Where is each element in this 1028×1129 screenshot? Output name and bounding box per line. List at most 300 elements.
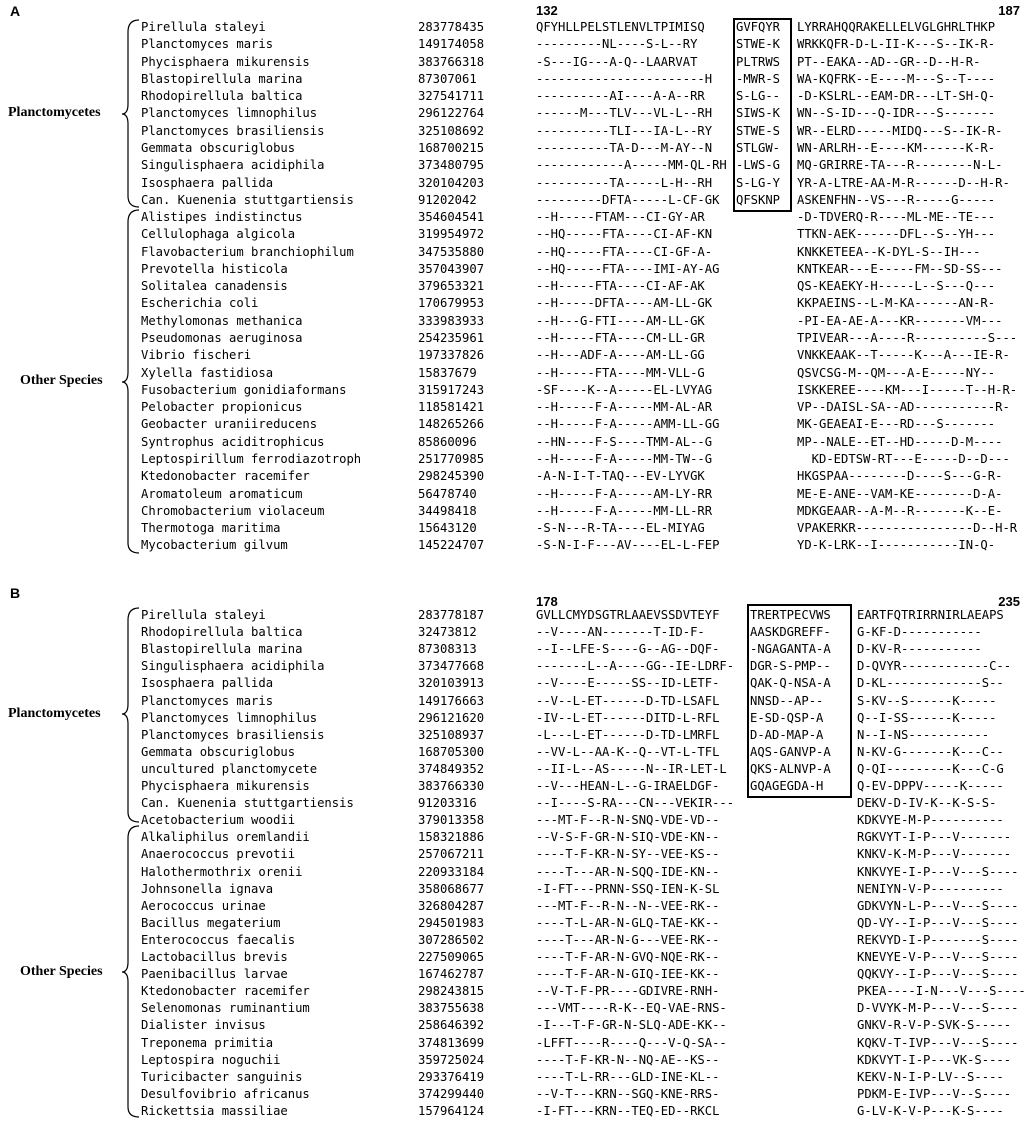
sequence-left: -SF----K--A-----EL-LVYAG [536,382,713,397]
start-position: 132 [536,3,558,18]
gi-number: 91203316 [418,796,477,811]
sequence-right: QSVCSG-M--QM---A-E-----NY-- [797,365,996,380]
sequence-right: G-KF-D----------- [857,625,982,640]
alignment-row [0,762,1028,779]
alignment-row [0,348,1028,365]
gi-number: 383755638 [418,1001,485,1016]
sequence-right: KNKV-K-M-P---V------- [857,847,1012,862]
sequence-left: ------M---TLV---VL-L--RH [536,106,713,121]
sequence-left: ----------TA-D---M-AY--N [536,140,713,155]
species-name: Ktedonobacter racemifer [141,984,310,999]
sequence-right: WRKKQFR-D-L-II-K---S--IK-R- [797,37,996,52]
sequence-right: KEKV-N-I-P-LV--S---- [857,1069,1004,1084]
species-name: Alkaliphilus oremlandii [141,830,310,845]
sequence-left: --V----E-----SS--ID-LETF- [536,676,720,691]
sequence-right: PT--EAKA--AD--GR--D--H-R- [797,54,981,69]
sequence-right: -D-TDVERQ-R----ML-ME--TE--- [797,210,996,225]
sequence-right: N--I-NS----------- [857,727,990,742]
sequence-right: REKVYD-I-P-------S---- [857,932,1019,947]
species-name: Aerococcus urinae [141,898,266,913]
sequence-right: VPAKERKR----------------D--H-R [797,521,1018,536]
alignment-row [0,521,1028,538]
gi-number: 320103913 [418,676,485,691]
alignment-row [0,1070,1028,1087]
sequence-left: -A-N-I-T-TAQ---EV-LYVGK [536,469,705,484]
gi-number: 168700215 [418,140,485,155]
alignment-row [0,72,1028,89]
alignment-row [0,227,1028,244]
sequence-left: ----------TA-----L-H--RH [536,175,713,190]
gi-number: 158321886 [418,830,485,845]
sequence-left: --V-T---KRN--SGQ-KNE-RRS- [536,1086,720,1101]
gi-number: 257067211 [418,847,485,862]
sequence-right: G-LV-K-V-P---K-S---- [857,1103,1004,1118]
sequence-left: ---------NL----S-L--RY [536,37,698,52]
sequence-right: S-KV--S------K----- [857,693,997,708]
sequence-right: RGKVYT-I-P---V------- [857,830,1012,845]
species-name: Alistipes indistinctus [141,210,303,225]
alignment-row [0,279,1028,296]
gi-number: 320104203 [418,175,485,190]
gi-number: 379653321 [418,279,485,294]
sequence-boxed: STWE-S [736,123,781,138]
species-name: Cellulophaga algicola [141,227,296,242]
sequence-left: --HN----F-S----TMM-AL--G [536,434,713,449]
sequence-right: KNTKEAR---E-----FM--SD-SS--- [797,261,1003,276]
alignment-row [0,452,1028,469]
gi-number: 358068677 [418,881,485,896]
alignment-row [0,659,1028,676]
sequence-left: -------L--A----GG--IE-LDRF- [536,659,735,674]
alignment-row [0,504,1028,521]
alignment-row [0,882,1028,899]
sequence-right: GDKVYN-L-P---V---S---- [857,898,1019,913]
alignment-row [0,435,1028,452]
alignment-row [0,642,1028,659]
species-name: Ktedonobacter racemifer [141,469,310,484]
species-name: Leptospirillum ferrodiazotroph [141,452,362,466]
sequence-right: NENIYN-V-P---------- [857,881,1004,896]
sequence-right: TPIVEAR---A----R----------S--- [797,331,1018,346]
alignment-row [0,916,1028,933]
sequence-left: -S-N-I-F---AV----EL-L-FEP [536,538,720,553]
gi-number: 148265266 [418,417,485,432]
gi-number: 32473812 [418,625,477,640]
sequence-boxed: STLGW- [736,140,781,155]
alignment-row [0,745,1028,762]
sequence-right: PKEA----I-N---V---S---- [857,984,1026,999]
sequence-left: --H-----FTA----CI-AF-AK [536,279,705,294]
sequence-boxed: GVFQYR [736,20,781,34]
alignment-row [0,331,1028,348]
sequence-boxed: D-AD-MAP-A [750,727,824,742]
sequence-right: ME-E-ANE--VAM-KE--------D-A- [797,486,1003,501]
sequence-boxed: AQS-GANVP-A [750,744,831,759]
sequence-right: YD-K-LRK--I-----------IN-Q- [797,538,996,553]
gi-number: 373477668 [418,659,485,674]
species-name: Turicibacter sanguinis [141,1069,303,1084]
species-name: Halothermothrix orenii [141,864,303,879]
group-label-planctomycetes: Planctomycetes [8,105,101,120]
species-name: Xylella fastidiosa [141,365,274,380]
sequence-boxed: -MWR-S [736,71,781,86]
sequence-left: --H-----F-A-----MM-LL-RR [536,503,713,518]
gi-number: 251770985 [418,452,485,466]
gi-number: 227509065 [418,950,485,964]
sequence-right: KNKKETEEA--K-DYL-S--IH--- [797,244,981,259]
sequence-left: --H-----FTA----CM-LL-GR [536,331,705,346]
sequence-left: --H-----FTAM---CI-GY-AR [536,210,705,225]
alignment-row [0,847,1028,864]
sequence-right: MK-GEAEAI-E---RD---S------- [797,417,996,432]
sequence-right: WA-KQFRK--E----M---S--T---- [797,71,996,86]
sequence-left: --VV-L--AA-K--Q--VT-L-TFL [536,744,720,759]
alignment-row [0,210,1028,227]
species-name: Planctomyces maris [141,37,274,52]
sequence-left: ----T-F-AR-N-GVQ-NQE-RK-- [536,950,720,964]
gi-number: 170679953 [418,296,485,311]
gi-number: 298243815 [418,984,485,999]
sequence-left: --H-----DFTA----AM-LL-GK [536,296,713,311]
sequence-right: D-QVYR------------C-- [857,659,1012,674]
gi-number: 307286502 [418,932,485,947]
species-name: Phycisphaera mikurensis [141,54,310,69]
species-name: Lactobacillus brevis [141,950,288,964]
sequence-boxed: E-SD-QSP-A [750,710,824,725]
gi-number: 254235961 [418,331,485,346]
sequence-boxed: S-LG-Y [736,175,781,190]
species-name: Flavobacterium branchiophilum [141,244,354,259]
sequence-boxed: SIWS-K [736,106,781,121]
species-name: Johnsonella ignava [141,881,274,896]
alignment-row [0,608,1028,625]
alignment-row [0,193,1028,210]
species-name: Bacillus megaterium [141,915,281,930]
gi-number: 333983933 [418,313,485,328]
alignment-row [0,1104,1028,1121]
sequence-right: -D-KSLRL--EAM-DR---LT-SH-Q- [797,89,996,104]
gi-number: 34498418 [418,503,477,518]
panel-label: B [10,585,21,601]
gi-number: 145224707 [418,538,485,553]
sequence-left: --V--L-ET------D-TD-LSAFL [536,693,720,708]
sequence-left: ---MT-F--R-N-SNQ-VDE-VD-- [536,813,720,828]
sequence-boxed: -NGAGANTA-A [750,642,831,657]
species-name: Dialister invisus [141,1018,266,1033]
gi-number: 15643120 [418,521,477,536]
species-name: Planctomyces limnophilus [141,710,318,725]
sequence-boxed: QAK-Q-NSA-A [750,676,831,691]
species-name: Enterococcus faecalis [141,932,296,947]
sequence-left: ----------TLI---IA-L--RY [536,123,713,138]
gi-number: 347535880 [418,244,485,259]
sequence-left: -S-N---R-TA----EL-MIYAG [536,521,705,536]
species-name: Rhodopirellula baltica [141,625,303,640]
alignment-row [0,487,1028,504]
sequence-right: D-KL-------------S-- [857,676,1004,691]
sequence-left: ----T-F-KR-N--NQ-AE--KS-- [536,1052,720,1067]
sequence-boxed: -LWS-G [736,158,781,173]
gi-number: 298245390 [418,469,485,484]
alignment-row [0,89,1028,106]
gi-number: 87308313 [418,642,477,657]
sequence-left: ---VMT----R-K--EQ-VAE-RNS- [536,1001,727,1016]
alignment-row [0,245,1028,262]
gi-number: 167462787 [418,967,485,982]
alignment-row [0,1053,1028,1070]
alignment-row [0,865,1028,882]
sequence-left: --V-T-F-PR----GDIVRE-RNH- [536,984,720,999]
sequence-boxed: S-LG-- [736,89,781,104]
alignment-row [0,1001,1028,1018]
gi-number: 296122764 [418,106,485,121]
gi-number: 15837679 [418,365,477,380]
sequence-right: KDKVYE-M-P---------- [857,813,1004,828]
species-name: Aromatoleum aromaticum [141,486,303,501]
alignment-row [0,779,1028,796]
alignment-row [0,176,1028,193]
sequence-left: --H---ADF-A----AM-LL-GG [536,348,705,363]
sequence-boxed: NNSD--AP-- [750,693,824,708]
sequence-boxed: QKS-ALNVP-A [750,761,831,776]
sequence-left: GVLLCMYDSGTRLAAEVSSDVTEYF [536,608,720,622]
species-name: Can. Kuenenia stuttgartiensis [141,796,354,811]
start-position: 178 [536,594,558,609]
sequence-right: LYRRAHQQRAKELLELVGLGHRLTHKP [797,20,996,34]
species-name: Blastopirellula marina [141,642,303,657]
species-name: Syntrophus aciditrophicus [141,434,325,449]
species-name: Gemmata obscuriglobus [141,140,296,155]
alignment-row [0,400,1028,417]
sequence-left: -I---T-F-GR-N-SLQ-ADE-KK-- [536,1018,727,1033]
gi-number: 85860096 [418,434,477,449]
gi-number: 149176663 [418,693,485,708]
sequence-left: --H-----FTA----MM-VLL-G [536,365,705,380]
sequence-right: DEKV-D-IV-K--K-S-S- [857,796,997,811]
gi-number: 294501983 [418,915,485,930]
sequence-right: KQKV-T-IVP---V---S---- [857,1035,1019,1050]
alignment-row [0,262,1028,279]
alignment-row [0,830,1028,847]
alignment-row [0,625,1028,642]
sequence-right: QD-VY--I-P---V---S---- [857,915,1019,930]
alignment-row [0,469,1028,486]
panel-label: A [10,3,21,19]
sequence-left: ----T-L-RR---GLD-INE-KL-- [536,1069,720,1084]
alignment-row [0,967,1028,984]
sequence-right: PDKM-E-IVP---V--S---- [857,1086,1012,1101]
species-name: Isosphaera pallida [141,676,274,691]
sequence-right: YR-A-LTRE-AA-M-R------D--H-R- [797,175,1010,190]
sequence-left: --HQ-----FTA----CI-AF-KN [536,227,713,242]
alignment-row [0,933,1028,950]
species-name: Anaerococcus prevotii [141,847,296,862]
sequence-right: Q-EV-DPPV-----K----- [857,779,1004,793]
species-name: Geobacter uraniireducens [141,417,318,432]
panel-b [0,582,1028,1129]
species-name: Pirellula staleyi [141,608,266,622]
sequence-boxed: PLTRWS [736,54,781,69]
alignment-row [0,899,1028,916]
sequence-left: QFYHLLPELSTLENVLTPIMISQ [536,20,705,34]
sequence-left: -I-FT---KRN--TEQ-ED--RKCL [536,1103,720,1118]
gi-number: 357043907 [418,261,485,276]
sequence-right: TTKN-AEK------DFL--S--YH--- [797,227,996,242]
alignment-row [0,314,1028,331]
sequence-boxed: GQAGEGDA-H [750,779,824,793]
sequence-right: Q--I-SS------K----- [857,710,997,725]
group-label-other-species: Other Species [20,373,103,388]
sequence-right: ISKKEREE----KM---I-----T--H-R- [797,382,1018,397]
sequence-boxed: TRERTPECVWS [750,608,831,622]
sequence-left: --I----S-RA---CN---VEKIR--- [536,796,735,811]
alignment-row [0,538,1028,555]
species-name: Isosphaera pallida [141,175,274,190]
alignment-row [0,20,1028,37]
gi-number: 91202042 [418,192,477,207]
species-name: Escherichia coli [141,296,259,311]
species-name: Thermotoga maritima [141,521,281,536]
sequence-left: --H---G-FTI----AM-LL-GK [536,313,705,328]
alignment-row [0,711,1028,728]
sequence-right: QQKVY--I-P---V---S---- [857,967,1019,982]
sequence-right: HKGSPAA--------D----S---G-R- [797,469,1003,484]
sequence-left: -IV--L-ET------DITD-L-RFL [536,710,720,725]
species-name: Prevotella histicola [141,261,288,276]
alignment-row [0,158,1028,175]
gi-number: 383766330 [418,779,485,793]
sequence-right: VP--DAISL-SA--AD-----------R- [797,400,1010,415]
sequence-left: ------------A-----MM-QL-RH [536,158,727,173]
alignment-row [0,1087,1028,1104]
gi-number: 359725024 [418,1052,485,1067]
sequence-left: ----T---AR-N-SQQ-IDE-KN-- [536,864,720,879]
sequence-right: MDKGEAAR--A-M--R-------K--E- [797,503,1003,518]
sequence-left: --H-----F-A-----MM-AL-AR [536,400,713,415]
sequence-left: --II-L--AS-----N--IR-LET-L [536,761,727,776]
species-name: Planctomyces brasiliensis [141,123,325,138]
sequence-right: VNKKEAAK--T-----K---A---IE-R- [797,348,1010,363]
sequence-left: ----------AI----A-A--RR [536,89,705,104]
species-name: Rhodopirellula baltica [141,89,303,104]
sequence-left: ----T-F-AR-N-GIQ-IEE-KK-- [536,967,720,982]
species-name: Singulisphaera acidiphila [141,158,325,173]
species-name: Fusobacterium gonidiaformans [141,382,347,397]
species-name: Vibrio fischeri [141,348,252,363]
end-position: 187 [998,3,1020,18]
gi-number: 319954972 [418,227,485,242]
species-name: Treponema primitia [141,1035,274,1050]
gi-number: 197337826 [418,348,485,363]
alignment-row [0,1018,1028,1035]
sequence-right: WR--ELRD-----MIDQ---S--IK-R- [797,123,1003,138]
species-name: Acetobacterium woodii [141,813,296,828]
gi-number: 56478740 [418,486,477,501]
sequence-left: ---------DFTA-----L-CF-GK [536,192,720,207]
group-label-other-species: Other Species [20,964,103,979]
species-name: Solitalea canadensis [141,279,288,294]
sequence-right: D-VVYK-M-P---V---S---- [857,1001,1019,1016]
alignment-row [0,141,1028,158]
alignment-row [0,383,1028,400]
species-name: Gemmata obscuriglobus [141,744,296,759]
species-name: Leptospira noguchii [141,1052,281,1067]
alignment-row [0,55,1028,72]
species-name: Desulfovibrio africanus [141,1086,310,1101]
alignment-row [0,984,1028,1001]
sequence-right: D-KV-R----------- [857,642,982,657]
sequence-left: -----------------------H [536,71,713,86]
sequence-boxed: QFSKNP [736,192,781,207]
alignment-row [0,296,1028,313]
alignment-row [0,950,1028,967]
sequence-right: KNKVYE-I-P---V---S---- [857,864,1019,879]
sequence-left: --H-----F-A-----AMM-LL-GG [536,417,720,432]
gi-number: 283778187 [418,608,485,622]
gi-number: 326804287 [418,898,485,913]
alignment-row [0,796,1028,813]
species-name: Pelobacter propionicus [141,400,303,415]
sequence-right: WN--S-ID---Q-IDR---S------- [797,106,996,121]
gi-number: 258646392 [418,1018,485,1033]
gi-number: 383766318 [418,54,485,69]
sequence-left: -LFFT----R----Q---V-Q-SA-- [536,1035,727,1050]
gi-number: 157964124 [418,1103,485,1118]
gi-number: 168705300 [418,744,485,759]
sequence-boxed: STWE-K [736,37,781,52]
sequence-left: ----T-F-KR-N-SY--VEE-KS-- [536,847,720,862]
sequence-right: QS-KEAEKY-H-----L--S---Q--- [797,279,996,294]
gi-number: 118581421 [418,400,485,415]
sequence-right: MQ-GRIRRE-TA---R--------N-L- [797,158,1003,173]
alignment-row [0,1036,1028,1053]
sequence-boxed: DGR-S-PMP-- [750,659,831,674]
species-name: Chromobacterium violaceum [141,503,325,518]
gi-number: 325108692 [418,123,485,138]
sequence-left: -I-FT---PRNN-SSQ-IEN-K-SL [536,881,720,896]
gi-number: 87307061 [418,71,477,86]
species-name: Planctomyces maris [141,693,274,708]
sequence-left: ----T-L-AR-N-GLQ-TAE-KK-- [536,915,720,930]
sequence-right: KNEVYE-V-P---V---S---- [857,950,1019,964]
species-name: Phycisphaera mikurensis [141,779,310,793]
alignment-row [0,37,1028,54]
gi-number: 315917243 [418,382,485,397]
species-name: Paenibacillus larvae [141,967,288,982]
sequence-left: --V----AN-------T-ID-F- [536,625,705,640]
sequence-right: Q-QI---------K---C-G [857,761,1004,776]
sequence-right: -PI-EA-AE-A---KR-------VM--- [797,313,1003,328]
gi-number: 379013358 [418,813,485,828]
gi-number: 327541711 [418,89,485,104]
species-name: Blastopirellula marina [141,71,303,86]
species-name: Planctomyces limnophilus [141,106,318,121]
sequence-right: EARTFQTRIRRNIRLAEAPS [857,608,1004,622]
sequence-right: N-KV-G-------K---C-- [857,744,1004,759]
gi-number: 293376419 [418,1069,485,1084]
sequence-right: KD-EDTSW-RT---E-----D--D--- [797,452,1010,466]
sequence-left: --V---HEAN-L--G-IRAELDGF- [536,779,720,793]
gi-number: 374849352 [418,761,485,776]
gi-number: 220933184 [418,864,485,879]
alignment-row [0,366,1028,383]
end-position: 235 [998,594,1020,609]
species-name: Pseudomonas aeruginosa [141,331,303,346]
group-label-planctomycetes: Planctomycetes [8,706,101,721]
sequence-right: MP--NALE--ET--HD-----D-M---- [797,434,1003,449]
sequence-boxed: AASKDGREFF- [750,625,831,640]
sequence-left: --H-----F-A-----AM-LY-RR [536,486,713,501]
